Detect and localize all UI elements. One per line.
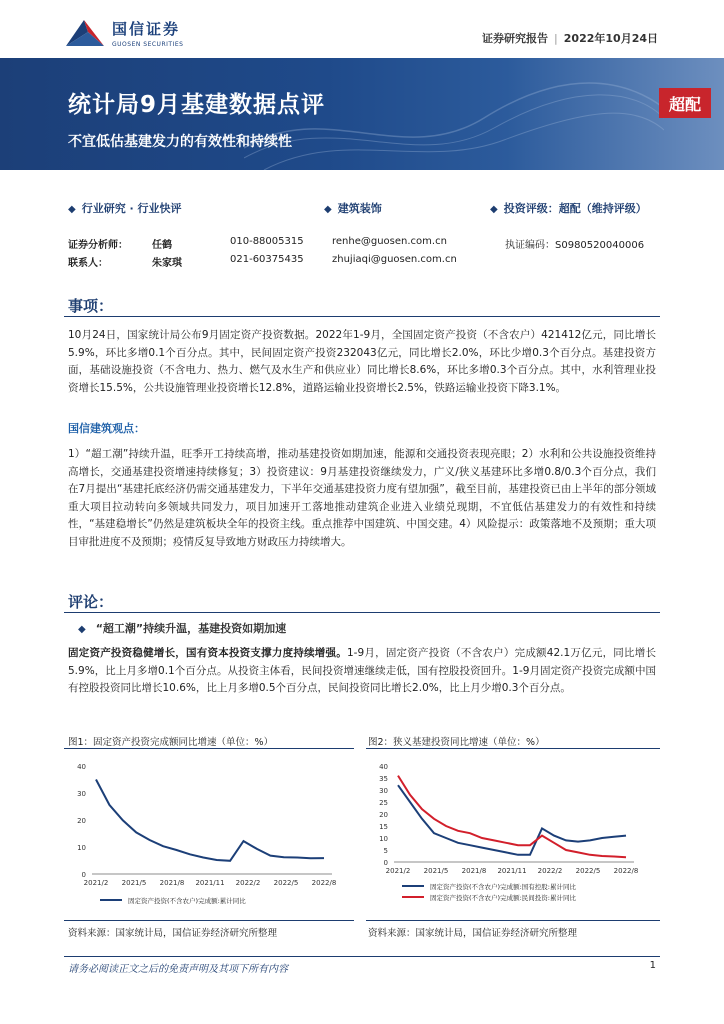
author-role: 联系人：	[68, 258, 108, 269]
x-tick-label: 2021/8	[461, 867, 487, 875]
section-divider	[64, 612, 660, 613]
y-tick-label: 30	[379, 787, 388, 795]
x-tick-label: 2022/8	[613, 867, 639, 875]
author-role: 证券分析师：	[68, 240, 128, 251]
comment-bullet: ◆ “超工潮”持续升温，基建投资如期加速	[78, 622, 287, 635]
legend-label: 固定资产投资(不含农户)完成额:累计同比	[128, 897, 246, 905]
title-banner	[0, 58, 724, 170]
x-tick-label: 2022/2	[537, 867, 563, 875]
y-tick-label: 0	[81, 871, 86, 879]
diamond-icon: ◆	[490, 204, 498, 215]
figure1-title: 图1：固定资产投资完成额同比增速（单位：%）	[68, 737, 274, 748]
author-cert: 执证编码：S0980520040006	[505, 240, 645, 251]
figure1-chart	[64, 752, 354, 912]
figure-divider	[64, 748, 354, 749]
views-text: 1）“超工潮”持续升温，旺季开工持续高增，推动基建投资如期加速，能源和交通投资表现亮眼；2）水利和公共设施投资维持高增长，交通基建投资增速持续修复；3）投资建议：9月基建投资继续发力，广义/狭义基建环比多增0.8/0.3个百分点，我们在7月提出“基建托底经济仍需交通基建发力，下半年交通基建投资力度有望加强”，截至目前，基建投资已由上半年的部分领域重大项目拉动转向多领域共同发力，项目加速开工落地推动建筑企业进入业绩兑现期，不宜低估基建发力的有效性和持续性，“基建稳增长”仍然是建筑板块全年的投资主线。重点推荐中国建筑、中国交建。4）风险提示：政策落地不及预期；重大项目审批进度不及预期；疫情反复导致地方财政压力持续增大。	[68, 448, 656, 548]
figure1-source: 资料来源：国家统计局，国信证券经济研究所整理	[68, 928, 278, 939]
guosen-logo-icon	[64, 18, 106, 48]
x-tick-label: 2022/5	[575, 867, 601, 875]
report-meta: 证券研究报告 | 2022年10月24日	[482, 32, 658, 45]
company-name-cn: 国信证券	[112, 20, 181, 38]
company-name-en: GUOSEN SECURITIES	[112, 41, 184, 48]
y-tick-label: 10	[77, 844, 86, 852]
x-tick-label: 2022/2	[235, 879, 261, 887]
report-type: 证券研究报告	[482, 32, 549, 45]
diamond-icon: ◆	[68, 204, 76, 215]
y-tick-label: 10	[379, 835, 388, 843]
rating-label: ◆ 投资评级：超配（维持评级）	[490, 202, 647, 215]
figure-divider	[366, 920, 660, 921]
author-name: 任鹤	[152, 240, 172, 251]
x-tick-label: 2021/5	[121, 879, 147, 887]
legend-label: 固定资产投资(不含农户)完成额:国有控股:累计同比	[430, 883, 576, 891]
x-tick-label: 2021/11	[195, 879, 225, 887]
comment-heading: 评论：	[68, 593, 114, 611]
events-text: 10月24日，国家统计局公布9月固定资产投资数据。2022年1-9月，全国固定资产投资（不含农户）421412亿元，同比增长5.9%，环比多增0.1个百分点。其中，民间固定资产投资232043亿元，同比增长2.0%，环比少增0.3个百分点。基建投资方面，基础设施投资（不含电力、热力、燃气及水生产和供应业）同比增长8.6%，环比多增0.3个百分点。其中，水利管理业投资增长15.5%，公共设施管理业投资增长12.8%，道路运输业投资增长2.5%，铁路运输业投资下降3.1%。	[68, 329, 656, 394]
x-tick-label: 2022/8	[311, 879, 337, 887]
report-date: 2022年10月24日	[563, 32, 658, 45]
x-tick-label: 2021/2	[83, 879, 109, 887]
y-tick-label: 20	[379, 811, 388, 819]
author-phone: 010-88005315	[230, 236, 304, 247]
comment-text	[68, 645, 656, 698]
page-header	[0, 0, 724, 58]
y-tick-label: 35	[379, 775, 388, 783]
figure2-title: 图2：狭义基建投资同比增速（单位：%）	[368, 737, 545, 748]
figure-divider	[64, 920, 354, 921]
company-logo	[64, 18, 183, 48]
industry-label: ◆ 建筑装饰	[324, 202, 382, 215]
diamond-icon: ◆	[324, 204, 332, 215]
author-name: 朱家琪	[152, 258, 182, 269]
y-tick-label: 20	[77, 817, 86, 825]
report-title: 统计局9月基建数据点评	[68, 92, 326, 118]
figure2-chart	[366, 752, 660, 912]
author-table	[68, 236, 688, 272]
section-divider	[64, 316, 660, 317]
comment-body: 1-9月，固定资产投资（不含农户）完成额42.1万亿元，同比增长5.9%，比上月多增0.1个百分点。从投资主体看，民间投资增速继续走低，国有控股投资回升。1-9月固定资产投资完成额中国有控股投资同比增长10.6%，比上月多增0.5个百分点，民间投资同比增长2.0%，比上月少增0.3个百分点。	[68, 647, 656, 694]
page-number: 1	[649, 960, 656, 971]
x-tick-label: 2021/8	[159, 879, 185, 887]
report-subtitle: 不宜低估基建发力的有效性和持续性	[68, 134, 292, 150]
y-tick-label: 40	[77, 763, 86, 771]
author-row	[68, 254, 688, 272]
views-heading: 国信建筑观点：	[68, 422, 145, 435]
disclaimer-text[interactable]: 请务必阅读正文之后的免责声明及其项下所有内容	[68, 964, 288, 975]
x-tick-label: 2021/5	[423, 867, 449, 875]
events-heading: 事项：	[68, 297, 114, 315]
y-tick-label: 5	[383, 847, 388, 855]
author-phone: 021-60375435	[230, 254, 304, 265]
y-tick-label: 15	[379, 823, 388, 831]
series-line	[96, 780, 324, 861]
rating-badge: 超配	[659, 88, 711, 118]
comment-lead: 固定资产投资稳健增长，国有资本投资支撑力度持续增强。	[68, 647, 347, 659]
diamond-icon: ◆	[78, 624, 86, 635]
x-tick-label: 2021/2	[385, 867, 411, 875]
figure2-source: 资料来源：国家统计局，国信证券经济研究所整理	[368, 928, 578, 939]
y-tick-label: 25	[379, 799, 388, 807]
figure-divider	[366, 748, 660, 749]
y-tick-label: 0	[383, 859, 388, 867]
y-tick-label: 30	[77, 790, 86, 798]
legend-label: 固定资产投资(不含农户)完成额:民间投资:累计同比	[430, 894, 576, 902]
footer-divider	[64, 956, 660, 957]
author-row	[68, 236, 688, 254]
x-tick-label: 2022/5	[273, 879, 299, 887]
author-email[interactable]: zhujiaqi@guosen.com.cn	[332, 254, 457, 265]
author-email[interactable]: renhe@guosen.com.cn	[332, 236, 447, 247]
category-label: ◆ 行业研究 · 行业快评	[68, 202, 182, 215]
y-tick-label: 40	[379, 763, 388, 771]
x-tick-label: 2021/11	[497, 867, 527, 875]
series-line	[398, 776, 626, 858]
